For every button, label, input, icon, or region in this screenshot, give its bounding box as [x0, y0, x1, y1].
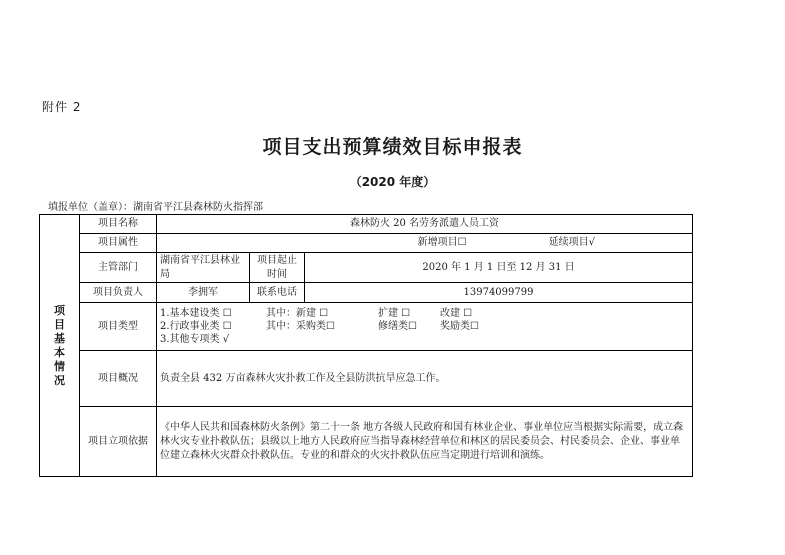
row-basis [40, 407, 693, 477]
type-line-1: 1.基本建设类 ☐ 其中：新建 ☐ 扩建 ☐ 改建 ☐ [160, 308, 473, 319]
value-overview: 负责全县 432 万亩森林火灾扑救工作及全县防洪抗旱应急工作。 [157, 351, 693, 407]
row-overview [40, 351, 693, 407]
value-project-type [157, 303, 693, 351]
label-department: 主管部门 [80, 253, 157, 283]
fill-unit: 填报单位（盖章）：湖南省平江县森林防火指挥部 [48, 202, 263, 213]
label-project-attr: 项目属性 [80, 234, 157, 253]
type-line-3: 3.其他专项类 √ [160, 334, 230, 345]
value-department: 湖南省平江县林业局 [157, 253, 250, 283]
row-department [40, 253, 693, 283]
document-year: （2020 年度） [349, 175, 436, 189]
row-project-attr [40, 234, 693, 253]
value-project-period: 2020 年 1 月 1 日至 12 月 31 日 [305, 253, 693, 283]
row-project-type [40, 303, 693, 351]
label-phone: 联系电话 [250, 283, 305, 303]
option-new-project: 新增项目☐ [417, 237, 467, 248]
option-continued-project: 延续项目√ [548, 237, 595, 248]
label-project-name: 项目名称 [80, 215, 157, 234]
section-label-basic-info: 项 目 基 本 情 况 [40, 215, 80, 477]
label-project-leader: 项目负责人 [80, 283, 157, 303]
label-project-period: 项目起止时间 [250, 253, 305, 283]
row-project-name [40, 215, 693, 234]
label-basis: 项目立项依据 [80, 407, 157, 477]
attachment-label: 附件 2 [42, 100, 82, 114]
value-project-leader: 李拥军 [157, 283, 250, 303]
row-person [40, 283, 693, 303]
value-phone: 13974099799 [305, 283, 693, 303]
value-project-attr [157, 234, 693, 253]
value-basis: 《中华人民共和国森林防火条例》第二十一条 地方各级人民政府和国有林业企业、事业单位应当根据实际需要，成立森林火灾专业扑救队伍；县级以上地方人民政府应当指导森林经营单位和林区的居民委员会、村民委员会、企业、事业单位建立森林火灾群众扑救队伍。专业的和群众的火灾扑救队伍应当定期进行培训和演练。 [157, 407, 693, 477]
type-line-2: 2.行政事业类 ☐ 其中：采购类☐ 修缮类☐ 奖励类☐ [160, 321, 479, 332]
label-project-type: 项目类型 [80, 303, 157, 351]
document-title: 项目支出预算绩效目标申报表 [262, 136, 523, 158]
budget-form-table [39, 214, 693, 477]
value-project-name: 森林防火 20 名劳务派遣人员工资 [157, 215, 693, 234]
label-overview: 项目概况 [80, 351, 157, 407]
